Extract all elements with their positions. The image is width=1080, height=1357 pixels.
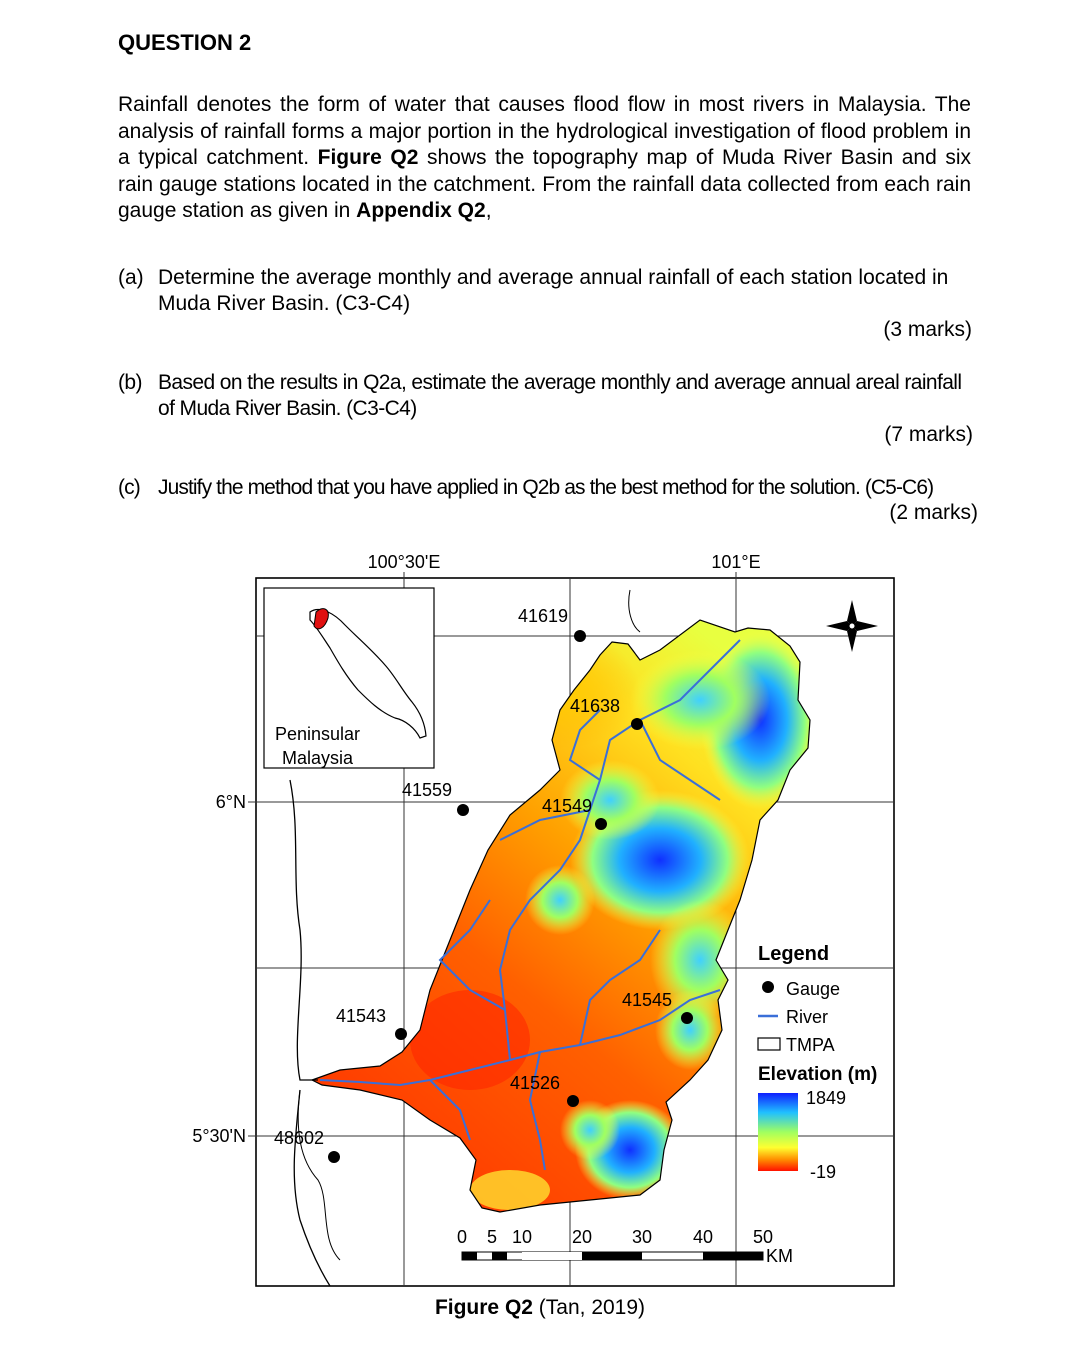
legend-elev-min: -19 xyxy=(810,1162,837,1182)
legend-title: Legend xyxy=(758,943,830,965)
legend-gauge: Gauge xyxy=(786,979,841,999)
scale-tick-50: 50 xyxy=(752,1227,774,1247)
question-b xyxy=(118,370,978,426)
legend-elevation-title: Elevation (m) xyxy=(758,1064,878,1085)
gauge-label-41638: 41638 xyxy=(570,696,621,716)
legend-tmpa: TMPA xyxy=(786,1035,835,1055)
scale-tick-30: 30 xyxy=(631,1227,653,1247)
question-c-label: (c) xyxy=(118,476,140,499)
gauge-41526 xyxy=(567,1095,579,1107)
gauge-label-41619: 41619 xyxy=(518,606,569,626)
scale-tick-20: 20 xyxy=(571,1227,593,1247)
appendix-reference: Appendix Q2 xyxy=(356,199,486,222)
gauge-41638 xyxy=(631,718,643,730)
lon-label-101: 101°E xyxy=(711,552,761,572)
question-b-label: (b) xyxy=(118,371,142,394)
lat-label-6n: 6°N xyxy=(215,792,246,812)
question-a-text: Determine the average monthly and average annual rainfall of each station located in Muda River Basin. (C3-C4) xyxy=(158,266,949,315)
legend-gauge-icon xyxy=(762,981,774,993)
question-a-marks: (3 marks) xyxy=(883,318,972,341)
question-a xyxy=(118,265,978,321)
legend-tmpa-icon xyxy=(758,1038,780,1050)
question-c xyxy=(118,475,978,503)
inset-label-line1: Peninsular xyxy=(275,724,361,744)
question-b-marks: (7 marks) xyxy=(884,423,973,446)
figure-caption xyxy=(0,1296,1080,1320)
question-heading: QUESTION 2 xyxy=(118,30,252,55)
intro-text-3: , xyxy=(485,199,492,222)
gauge-label-41545: 41545 xyxy=(622,990,673,1010)
gauge-label-48602: 48602 xyxy=(274,1128,325,1148)
gauge-41619 xyxy=(574,630,586,642)
figure-reference: Figure Q2 xyxy=(317,146,419,169)
question-b-text: Based on the results in Q2a, estimate the average monthly and average annual areal rainfall of Muda River Basin. (C3-C4) xyxy=(158,371,962,420)
gauge-41549 xyxy=(595,818,607,830)
gauge-label-41549: 41549 xyxy=(542,796,593,816)
inset-label-line2: Malaysia xyxy=(282,748,354,768)
gauge-41559 xyxy=(457,804,469,816)
elevation-color-bar xyxy=(758,1093,798,1171)
legend-elev-max: 1849 xyxy=(806,1088,847,1108)
scale-tick-0: 0 xyxy=(456,1227,468,1247)
lat-label-5-30n: 5°30'N xyxy=(192,1126,246,1146)
question-c-marks: (2 marks) xyxy=(889,501,978,524)
scale-unit: KM xyxy=(766,1246,793,1266)
gauge-label-41543: 41543 xyxy=(336,1006,387,1026)
gauge-label-41559: 41559 xyxy=(402,780,453,800)
intro-paragraph xyxy=(118,92,971,225)
legend-river: River xyxy=(786,1007,829,1027)
intro-text-2: shows the topography map of Muda River Basin and six rain gauge stations located in the catchment. From the rainfall data collected from each rain gauge station as given in xyxy=(118,146,972,222)
gauge-label-41526: 41526 xyxy=(510,1073,561,1093)
intro-text-1: Rainfall denotes the form of water that causes flood flow in most rivers in Malaysia. The analysis of rainfall forms a major portion in the hydrological investigation of flood problem in a typical catchment. xyxy=(118,93,971,169)
scale-tick-40: 40 xyxy=(692,1227,714,1247)
gauge-41543 xyxy=(395,1028,407,1040)
topography-map xyxy=(0,540,1080,1300)
scale-tick-10: 10 xyxy=(511,1227,533,1247)
figure-caption-source: (Tan, 2019) xyxy=(532,1296,646,1319)
scale-tick-5: 5 xyxy=(486,1227,498,1247)
gauge-41545 xyxy=(681,1012,693,1024)
lon-label-100-30: 100°30'E xyxy=(367,552,441,572)
figure-caption-label: Figure Q2 xyxy=(434,1296,533,1319)
gauge-48602 xyxy=(328,1151,340,1163)
question-a-label: (a) xyxy=(118,266,144,289)
question-c-text: Justify the method that you have applied in Q2b as the best method for the solution. (C5-C6) xyxy=(158,476,934,499)
